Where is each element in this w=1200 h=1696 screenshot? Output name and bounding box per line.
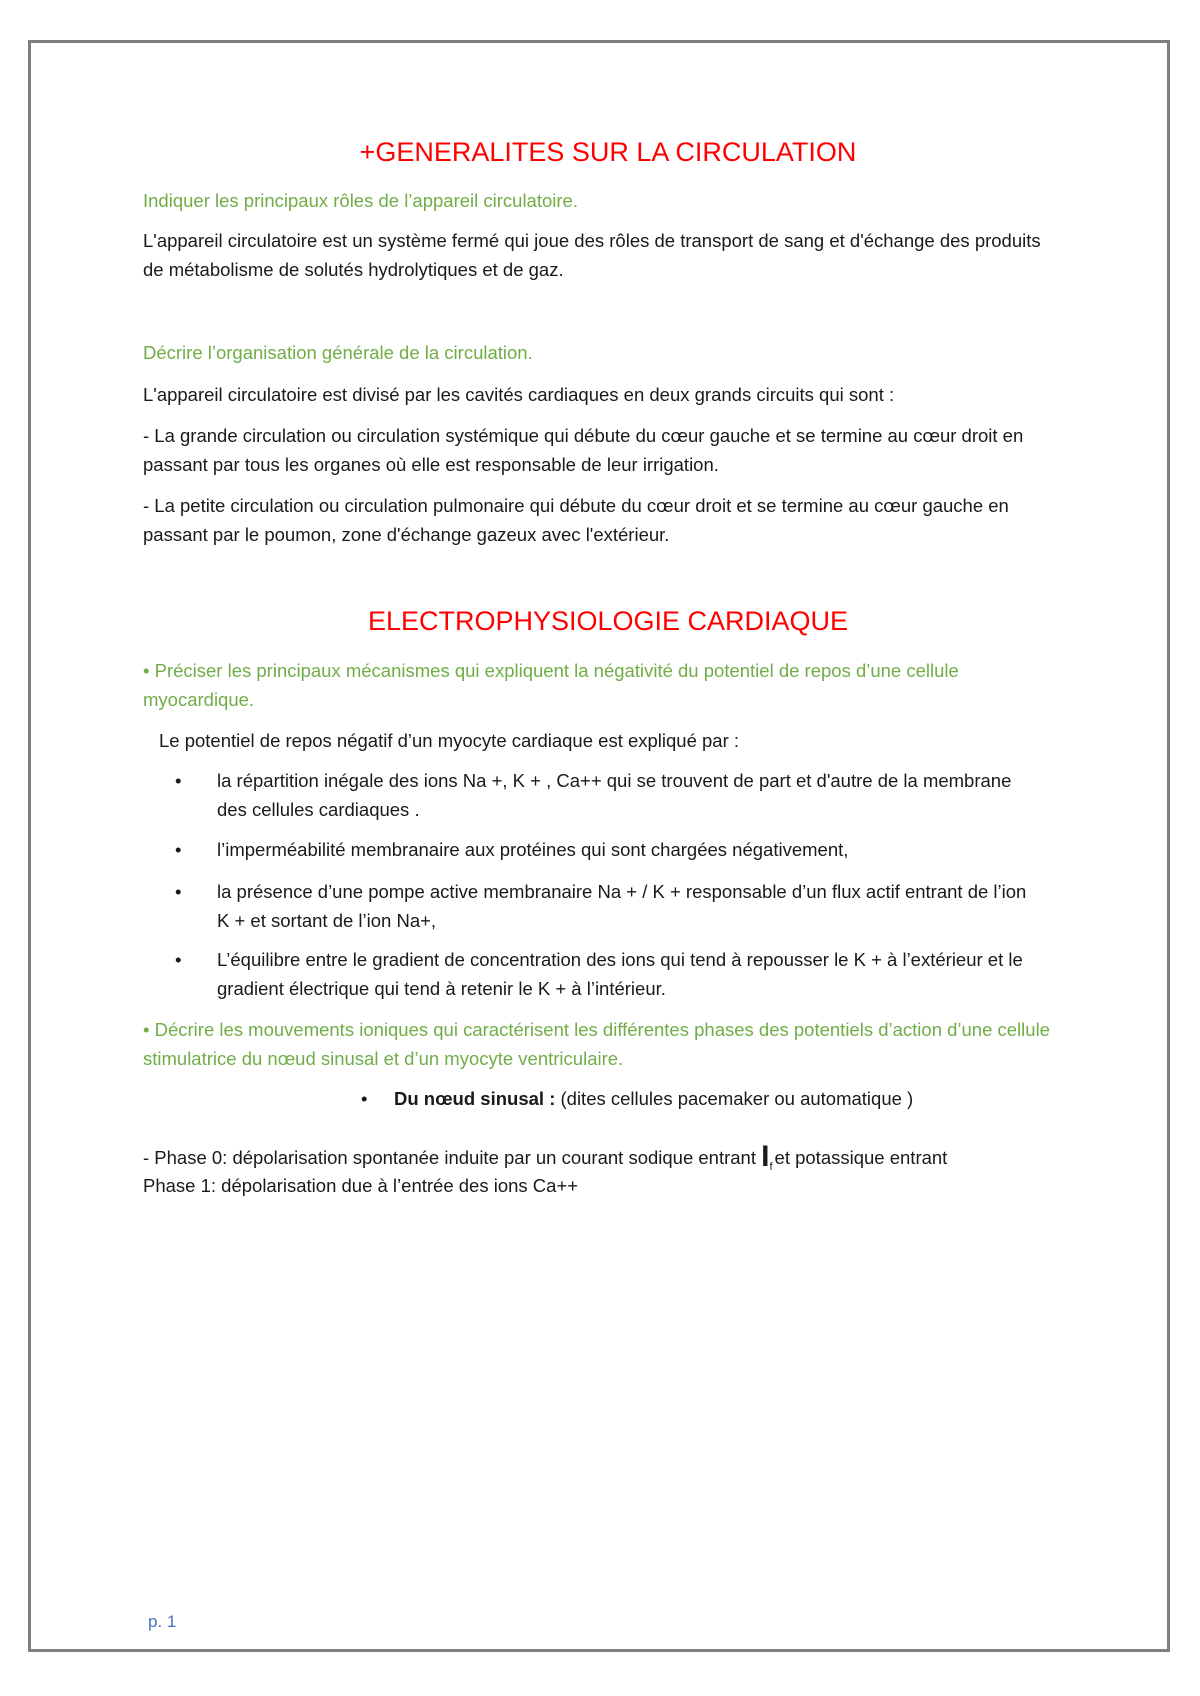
answer-organisation-intro: L'appareil circulatoire est divisé par les cavités cardiaques en deux grands circuits qui sont : bbox=[143, 384, 895, 405]
bullet-icon: • bbox=[175, 881, 182, 902]
phase-1-line: Phase 1: dépolarisation due à l’entrée des ions Ca++ bbox=[143, 1175, 579, 1196]
current-subscript: f bbox=[769, 1161, 773, 1173]
page-number: p. 1 bbox=[148, 1612, 177, 1631]
current-symbol: I bbox=[761, 1140, 770, 1173]
answer-grande-circulation: - La grande circulation ou circulation systémique qui débute du cœur gauche et se termine au cœur droit en passant par tous les organes où elle est responsable de leur irrigation. bbox=[143, 425, 1024, 475]
sub-bullet-bold-label: Du nœud sinusal : bbox=[394, 1088, 556, 1109]
list-item-text: la répartition inégale des ions Na +, K + , Ca++ qui se trouvent de part et d'autre de la membrane des cellules cardiaques . bbox=[217, 770, 1012, 820]
bullet-icon: • bbox=[175, 949, 182, 970]
question-potentiel-repos: • Préciser les principaux mécanismes qui expliquent la négativité du potentiel de repos d’une cellule myocardique. bbox=[143, 660, 959, 710]
list-item-text: l’imperméabilité membranaire aux protéines qui sont chargées négativement, bbox=[217, 839, 849, 860]
question-organisation: Décrire l’organisation générale de la circulation. bbox=[143, 342, 533, 363]
bullet-icon: • bbox=[175, 770, 182, 791]
list-item-text: la présence d’une pompe active membranaire Na + / K + responsable d’un flux actif entrant de l’ion K + et sortant de l’ion Na+, bbox=[217, 881, 1027, 931]
sub-bullet-detail: (dites cellules pacemaker ou automatique ) bbox=[555, 1088, 914, 1109]
phase-0-text-end: et potassique entrant bbox=[774, 1147, 948, 1168]
bullet-icon: • bbox=[361, 1088, 368, 1109]
bullet-icon: • bbox=[175, 839, 182, 860]
question-mouvements-ioniques: • Décrire les mouvements ioniques qui caractérisent les différentes phases des potentiels d’action d’une cellule stimulatrice du nœud sinusal et d’un myocyte ventriculaire. bbox=[143, 1019, 1050, 1069]
answer-roles: L'appareil circulatoire est un système fermé qui joue des rôles de transport de sang et d'échange des produits de métabolisme de solutés hydrolytiques et de gaz. bbox=[143, 230, 1041, 280]
section-title-circulation: +GENERALITES SUR LA CIRCULATION bbox=[359, 137, 857, 167]
answer-petite-circulation: - La petite circulation ou circulation pulmonaire qui débute du cœur droit et se termine au cœur gauche en passant par le poumon, zone d'échange gazeux avec l'extérieur. bbox=[143, 495, 1009, 545]
question-roles: Indiquer les principaux rôles de l’appareil circulatoire. bbox=[143, 190, 578, 211]
answer-potentiel-intro: Le potentiel de repos négatif d’un myocyte cardiaque est expliqué par : bbox=[159, 730, 740, 751]
section-title-electrophysiologie: ELECTROPHYSIOLOGIE CARDIAQUE bbox=[367, 606, 849, 636]
sub-bullet-text bbox=[394, 1084, 913, 1113]
list-item-text: L’équilibre entre le gradient de concentration des ions qui tend à repousser le K + à l’extérieur et le gradient électrique qui tend à retenir le K + à l’intérieur. bbox=[217, 949, 1023, 999]
phase-0-text: - Phase 0: dépolarisation spontanée induite par un courant sodique entrant bbox=[143, 1147, 762, 1168]
